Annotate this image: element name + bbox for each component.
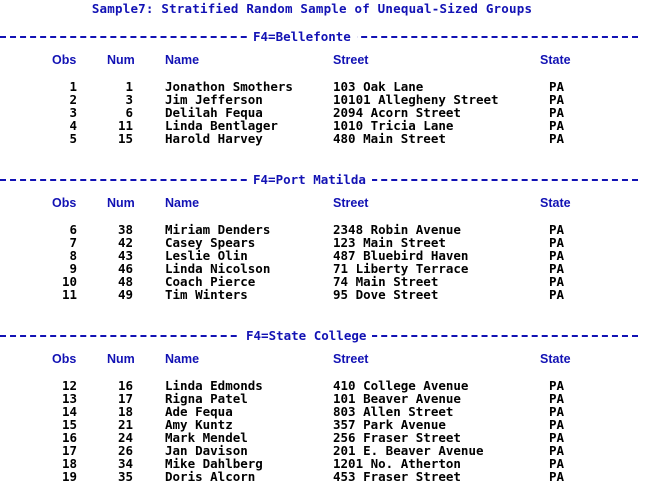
column-header-street: Street: [333, 352, 369, 366]
column-header-state: State: [540, 352, 571, 366]
obs-cell: 6: [69, 222, 77, 237]
street-cell: 95 Dove Street: [333, 287, 439, 302]
group-separator: [0, 29, 652, 44]
name-cell: Mark Mendel: [165, 430, 248, 445]
obs-cell: 17: [61, 443, 77, 458]
street-cell: 2348 Robin Avenue: [333, 222, 461, 237]
obs-cell: 12: [61, 378, 77, 393]
state-cell: PA: [549, 131, 565, 146]
obs-cell: 14: [61, 404, 77, 419]
state-cell: PA: [549, 469, 565, 484]
num-cell: 43: [117, 248, 133, 263]
group-separator: [0, 172, 652, 187]
column-header-num: Num: [107, 196, 135, 210]
num-cell: 24: [117, 430, 133, 445]
column-header-street: Street: [333, 196, 369, 210]
name-cell: Linda Nicolson: [165, 261, 271, 276]
street-cell: 123 Main Street: [333, 235, 446, 250]
num-cell: 35: [117, 469, 133, 484]
num-cell: 11: [117, 118, 133, 133]
name-cell: Linda Edmonds: [165, 378, 263, 393]
street-cell: 71 Liberty Terrace: [333, 261, 469, 276]
num-cell: 16: [117, 378, 133, 393]
obs-cell: 13: [61, 391, 77, 406]
name-cell: Rigna Patel: [165, 391, 248, 406]
street-cell: 410 College Avenue: [333, 378, 469, 393]
num-cell: 49: [117, 287, 133, 302]
obs-cell: 11: [61, 287, 77, 302]
column-header-num: Num: [107, 53, 135, 67]
obs-cell: 3: [69, 105, 77, 120]
obs-cell: 2: [69, 92, 77, 107]
state-cell: PA: [549, 391, 565, 406]
name-cell: Delilah Fequa: [165, 105, 263, 120]
state-cell: PA: [549, 456, 565, 471]
street-cell: 201 E. Beaver Avenue: [333, 443, 484, 458]
group-label: F4=State College: [240, 328, 372, 343]
obs-cell: 19: [61, 469, 77, 484]
num-cell: 48: [117, 274, 133, 289]
obs-cell: 1: [69, 79, 77, 94]
obs-cell: 18: [61, 456, 77, 471]
street-cell: 74 Main Street: [333, 274, 439, 289]
obs-cell: 8: [69, 248, 77, 263]
num-cell: 38: [117, 222, 133, 237]
street-cell: 256 Fraser Street: [333, 430, 461, 445]
state-cell: PA: [549, 105, 565, 120]
num-cell: 21: [117, 417, 133, 432]
state-cell: PA: [549, 430, 565, 445]
name-cell: Amy Kuntz: [165, 417, 233, 432]
name-cell: Ade Fequa: [165, 404, 233, 419]
column-header-name: Name: [165, 53, 200, 67]
group-label: F4=Port Matilda: [247, 172, 372, 187]
state-cell: PA: [549, 404, 565, 419]
column-header-obs: Obs: [52, 196, 77, 210]
state-cell: PA: [549, 92, 565, 107]
name-cell: Leslie Olin: [165, 248, 248, 263]
street-cell: 1010 Tricia Lane: [333, 118, 454, 133]
group-label: F4=Bellefonte: [247, 29, 357, 44]
state-cell: PA: [549, 443, 565, 458]
state-cell: PA: [549, 274, 565, 289]
street-cell: 357 Park Avenue: [333, 417, 446, 432]
name-cell: Casey Spears: [165, 235, 256, 250]
report-title-text: Sample7: Stratified Random Sample of Unequal-Sized Groups: [91, 1, 533, 16]
group-separator: [0, 328, 652, 343]
street-cell: 10101 Allegheny Street: [333, 92, 499, 107]
column-header-state: State: [540, 53, 571, 67]
name-cell: Linda Bentlager: [165, 118, 278, 133]
obs-cell: 16: [61, 430, 77, 445]
state-cell: PA: [549, 118, 565, 133]
state-cell: PA: [549, 79, 565, 94]
name-cell: Jan Davison: [165, 443, 248, 458]
name-cell: Harold Harvey: [165, 131, 263, 146]
column-header-obs: Obs: [52, 352, 77, 366]
column-header-state: State: [540, 196, 571, 210]
column-header-name: Name: [165, 352, 200, 366]
name-cell: Mike Dahlberg: [165, 456, 263, 471]
num-cell: 18: [117, 404, 133, 419]
num-cell: 34: [117, 456, 133, 471]
state-cell: PA: [549, 261, 565, 276]
name-cell: Miriam Denders: [165, 222, 271, 237]
column-header-street: Street: [333, 53, 369, 67]
obs-cell: 5: [69, 131, 77, 146]
num-cell: 17: [117, 391, 133, 406]
state-cell: PA: [549, 287, 565, 302]
column-header-name: Name: [165, 196, 200, 210]
name-cell: Tim Winters: [165, 287, 248, 302]
obs-cell: 9: [69, 261, 77, 276]
num-cell: 46: [117, 261, 133, 276]
report-title: [0, 1, 652, 16]
street-cell: 803 Allen Street: [333, 404, 454, 419]
state-cell: PA: [549, 378, 565, 393]
num-cell: 26: [117, 443, 133, 458]
street-cell: 103 Oak Lane: [333, 79, 424, 94]
name-cell: Doris Alcorn: [165, 469, 256, 484]
num-cell: 1: [125, 79, 133, 94]
state-cell: PA: [549, 222, 565, 237]
street-cell: 480 Main Street: [333, 131, 446, 146]
column-header-num: Num: [107, 352, 135, 366]
num-cell: 42: [117, 235, 133, 250]
street-cell: 453 Fraser Street: [333, 469, 461, 484]
name-cell: Jonathon Smothers: [165, 79, 293, 94]
num-cell: 3: [125, 92, 133, 107]
num-cell: 15: [117, 131, 133, 146]
column-header-obs: Obs: [52, 53, 77, 67]
obs-cell: 7: [69, 235, 77, 250]
obs-cell: 10: [61, 274, 77, 289]
name-cell: Coach Pierce: [165, 274, 256, 289]
num-cell: 6: [125, 105, 133, 120]
street-cell: 487 Bluebird Haven: [333, 248, 469, 263]
name-cell: Jim Jefferson: [165, 92, 263, 107]
street-cell: 1201 No. Atherton: [333, 456, 461, 471]
state-cell: PA: [549, 248, 565, 263]
state-cell: PA: [549, 235, 565, 250]
obs-cell: 4: [69, 118, 77, 133]
obs-cell: 15: [61, 417, 77, 432]
state-cell: PA: [549, 417, 565, 432]
street-cell: 2094 Acorn Street: [333, 105, 461, 120]
street-cell: 101 Beaver Avenue: [333, 391, 461, 406]
